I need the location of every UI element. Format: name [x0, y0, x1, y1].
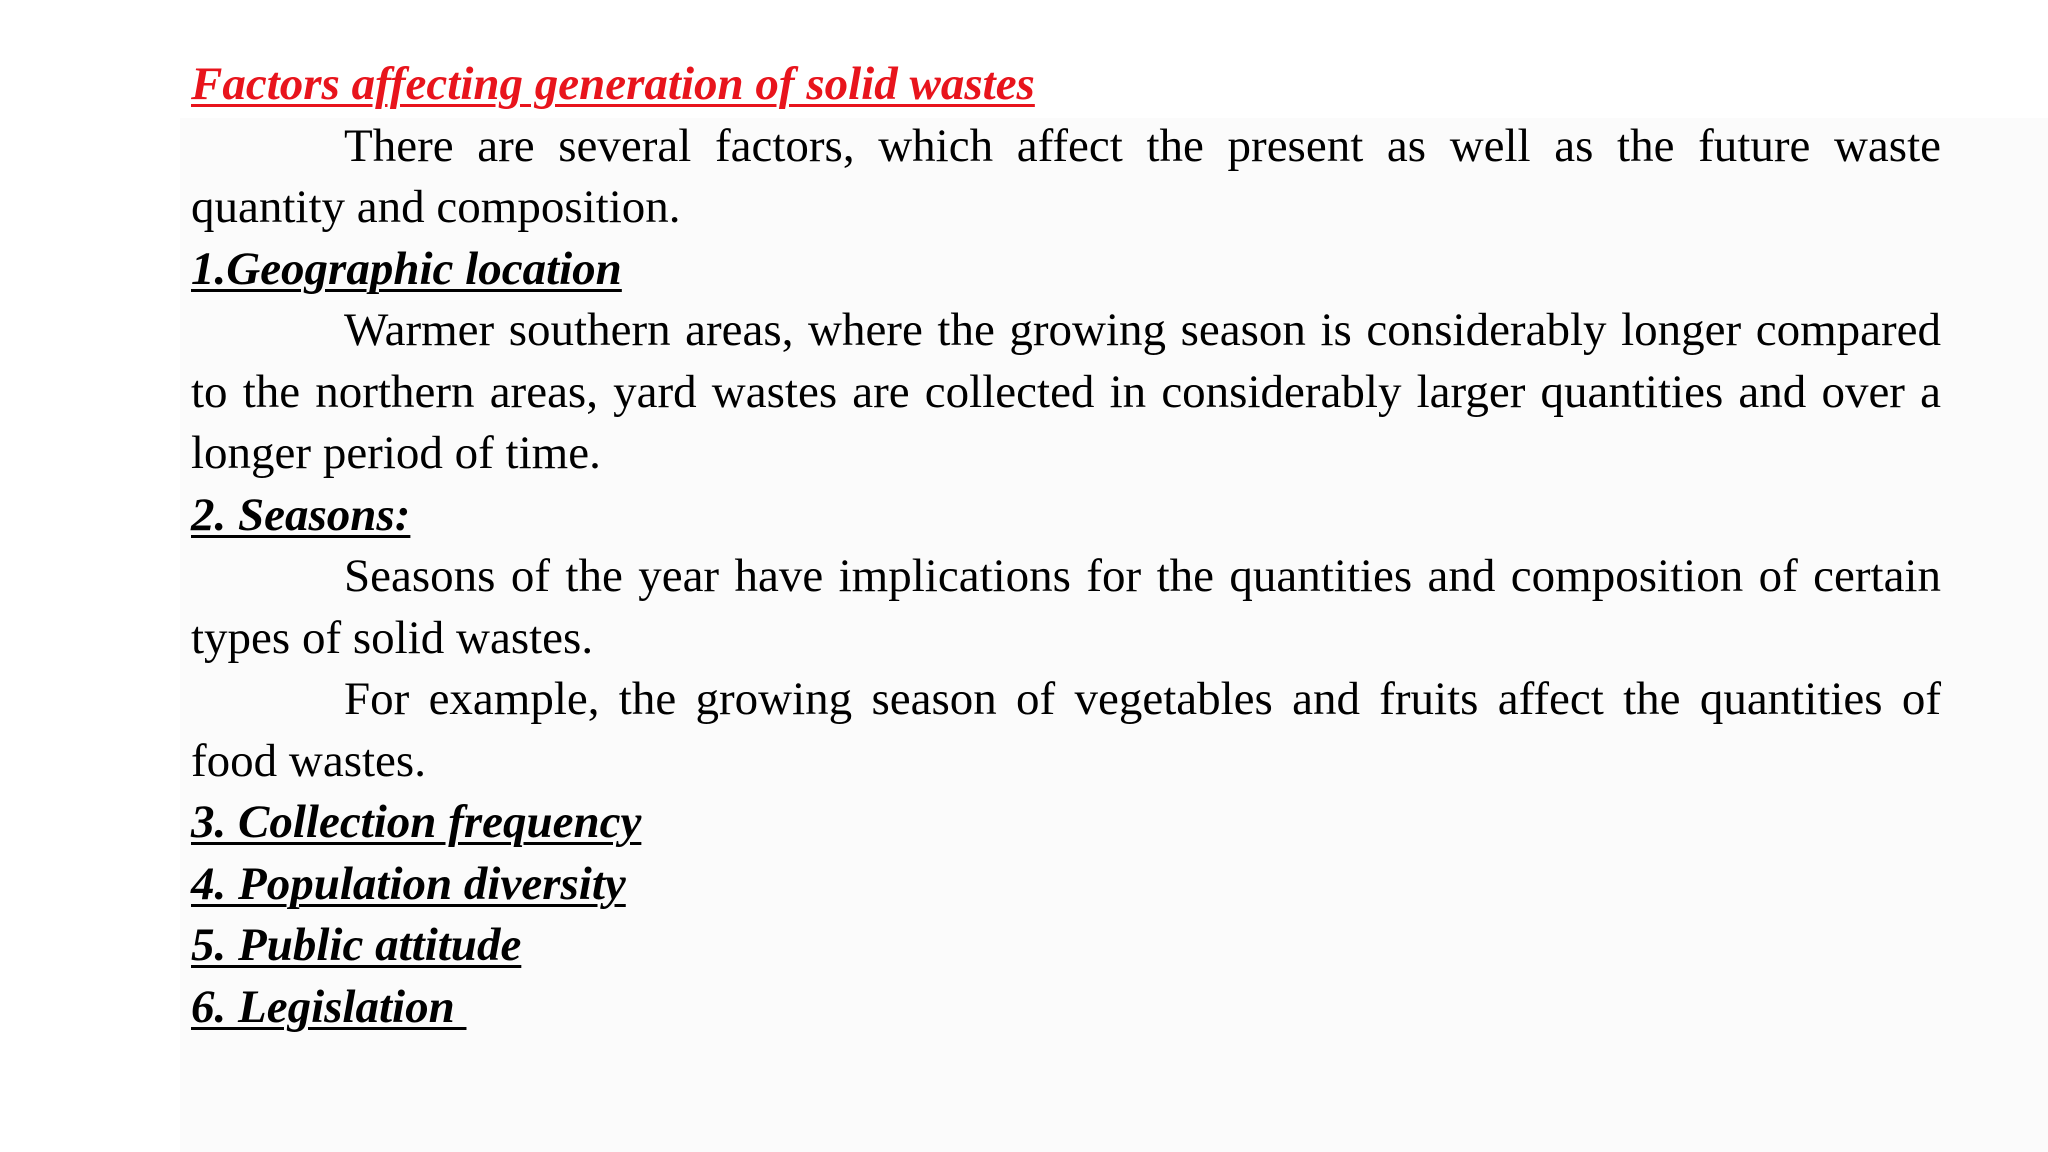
heading-seasons: 2. Seasons: [191, 488, 411, 541]
document-body [191, 54, 1941, 1038]
heading-legislation: 6. Legislation [191, 980, 467, 1033]
heading-collection-frequency: 3. Collection frequency [191, 796, 642, 848]
intro-paragraph: There are several factors, which affect the present as well as the future waste quantity and composition. [191, 119, 1941, 233]
page-title: Factors affecting generation of solid wastes [191, 58, 1035, 110]
heading-public-attitude: 5. Public attitude [191, 919, 522, 971]
heading-geographic-location: 1.Geographic location [191, 242, 622, 295]
heading-population-diversity: 4. Population diversity [191, 857, 626, 910]
paragraph-geographic-location: Warmer southern areas, where the growing season is considerably longer compared to the northern areas, yard wastes are collected in considerably larger quantities and over a longer period of time. [191, 304, 1941, 479]
paragraph-seasons-1: Seasons of the year have implications for the quantities and composition of certain types of solid wastes. [191, 550, 1941, 664]
paragraph-seasons-2: For example, the growing season of vegetables and fruits affect the quantities of food wastes. [191, 673, 1941, 787]
